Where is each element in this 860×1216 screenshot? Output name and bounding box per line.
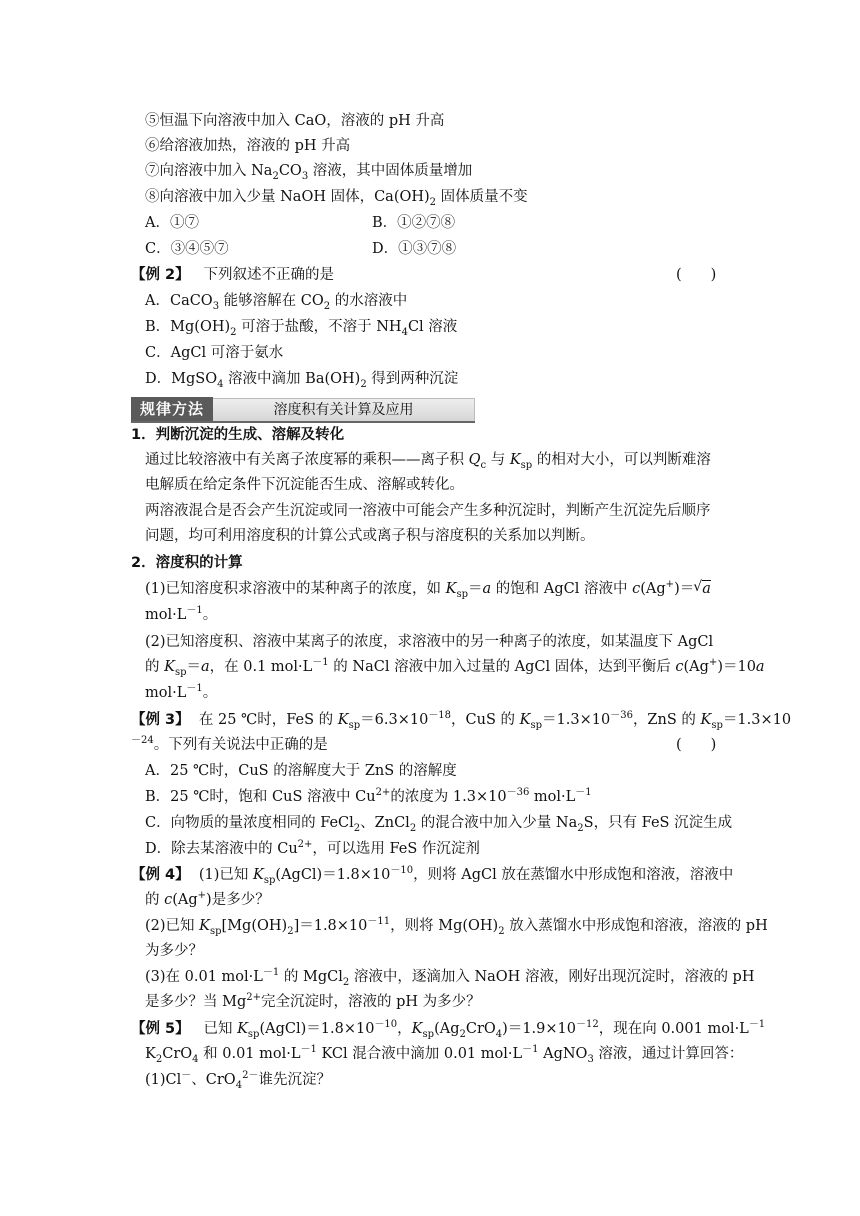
example-3-option-d: D．除去某溶液中的 $Cu^{2+}$，可以选用 FeS 作沉淀剂: [145, 839, 480, 857]
section-2-item-2b: 的 $K_{sp}=a$，在 0.1 $mol\cdot L^{-1}$ 的 NaCl 溶液中加入过量的 AgCl 固体，达到平衡后 c(Ag+)＝10a: [145, 657, 765, 678]
statement-5: ⑤恒温下向溶液中加入 CaO，溶液的 pH 升高: [145, 113, 445, 129]
example-3-option-a: A．25 ℃时，CuS 的溶解度大于 ZnS 的溶解度: [145, 763, 457, 779]
section-1-para-2b: 问题，均可利用溶度积的计算公式或离子积与溶度积的关系加以判断。: [145, 528, 595, 544]
answer-blank: ( ): [676, 267, 717, 283]
section-2-item-2c: $mol\cdot L^{-1}$。: [145, 683, 218, 701]
example-4-q1a: 【例 4】 (1)已知 $K_{sp}(AgCl)=1.8\times 10^{-10}$，则将 AgCl 放在蒸馏水中形成饱和溶液，溶液中: [131, 865, 734, 886]
example-2-stem: 【例 2】 下列叙述不正确的是: [131, 267, 334, 283]
banner-label: 规律方法: [131, 397, 213, 421]
banner-title: 溶度积有关计算及应用: [213, 398, 475, 422]
example-5-stem-a: 【例 5】 已知 $K_{sp}(AgCl)=1.8\times 10^{-10}$，$K_{sp}(Ag_2CrO_4)=1.9\times 10^{-12}$，现在向 0.001 $mol\cdot L^{-1}$: [131, 1019, 766, 1040]
option-a: A．①⑦: [145, 215, 199, 231]
example-2-option-c: C．AgCl 可溶于氨水: [145, 345, 284, 361]
example-3-stem-cont: $^{-24}$。下列有关说法中正确的是: [131, 735, 328, 753]
option-b: B．①②⑦⑧: [372, 215, 456, 231]
section-2-heading: 2．溶度积的计算: [131, 555, 243, 571]
example-3-stem: 【例 3】 在 25 ℃时，FeS 的 $K_{sp}=6.3\times 10^{-18}$，CuS 的 $K_{sp}=1.3\times 10^{-36}$，ZnS 的 $K_{sp}=1.3\times 10$: [131, 710, 792, 731]
example-5-stem-b: $K_2CrO_4$ 和 0.01 $mol\cdot L^{-1}$ KCl 混合液中滴加 0.01 $mol\cdot L^{-1}$ AgNO$_3$ 溶液，通过计算回答：: [145, 1044, 744, 1065]
statement-8: ⑧向溶液中加入少量 NaOH 固体，$Ca(OH)_2$ 固体质量不变: [145, 189, 528, 208]
banner-underline: [131, 421, 475, 423]
section-2-item-1b: $mol\cdot L^{-1}$。: [145, 605, 218, 623]
example-2-option-b: B．$Mg(OH)_2$ 可溶于盐酸，不溶于 $NH_4Cl$ 溶液: [145, 319, 458, 338]
example-3-option-b: B．25 ℃时，饱和 CuS 溶液中 $Cu^{2+}$的浓度为 $1.3\times 10^{-36}$ $mol\cdot L^{-1}$: [145, 787, 592, 805]
square-root: √ a: [694, 579, 711, 599]
section-2-item-1a: (1)已知溶度积求溶液中的某种离子的浓度，如 $K_{sp}=a$ 的饱和 AgCl 溶液中 c(Ag+)＝√ a: [145, 579, 711, 599]
section-1-para-2a: 两溶液混合是否会产生沉淀或同一溶液中可能会产生多种沉淀时，判断产生沉淀先后顺序: [145, 503, 711, 519]
example-2-option-a: A．CaCO$_3$ 能够溶解在 $CO_2$ 的水溶液中: [145, 293, 408, 312]
section-1-heading: 1．判断沉淀的生成、溶解及转化: [131, 427, 345, 443]
answer-blank: ( ): [676, 737, 717, 753]
statement-7: ⑦向溶液中加入 $Na_2CO_3$ 溶液，其中固体质量增加: [145, 163, 473, 182]
example-5-q1: (1)Cl－、CrO$_4^{2-}$谁先沉淀？: [145, 1070, 331, 1091]
example-2-option-d: D．MgSO$_4$ 溶液中滴加 $Ba(OH)_2$ 得到两种沉淀: [145, 371, 459, 390]
section-banner: [131, 397, 475, 421]
example-4-q3b: 是多少？当 $Mg^{2+}$完全沉淀时，溶液的 pH 为多少？: [145, 992, 481, 1010]
example-4-q2a: (2)已知 $K_{sp}[Mg(OH)_2]=1.8\times 10^{-11}$，则将 $Mg(OH)_2$ 放入蒸馏水中形成饱和溶液，溶液的 pH: [145, 916, 768, 937]
option-c: C．③④⑤⑦: [145, 241, 229, 257]
example-4-q3a: (3)在 0.01 $mol\cdot L^{-1}$ 的 MgCl$_2$ 溶液中，逐滴加入 NaOH 溶液，刚好出现沉淀时，溶液的 pH: [145, 967, 755, 988]
option-d: D．①③⑦⑧: [372, 241, 457, 257]
section-1-para-1a: 通过比较溶液中有关离子浓度幂的乘积——离子积 $Q_c$ 与 $K_{sp}$ 的相对大小，可以判断难溶: [145, 452, 711, 471]
example-3-option-c: C．向物质的量浓度相同的 FeCl$_2$、ZnCl$_2$ 的混合液中加入少量 $Na_2S$，只有 FeS 沉淀生成: [145, 815, 733, 834]
statement-6: ⑥给溶液加热，溶液的 pH 升高: [145, 138, 351, 154]
example-4-q2b: 为多少？: [145, 943, 203, 959]
example-4-q1b: 的 c(Ag+)是多少？: [145, 890, 270, 908]
section-2-item-2a: (2)已知溶度积、溶液中某离子的浓度，求溶液中的另一种离子的浓度，如某温度下 AgCl: [145, 634, 714, 650]
section-1-para-1b: 电解质在给定条件下沉淀能否生成、溶解或转化。: [145, 477, 464, 493]
